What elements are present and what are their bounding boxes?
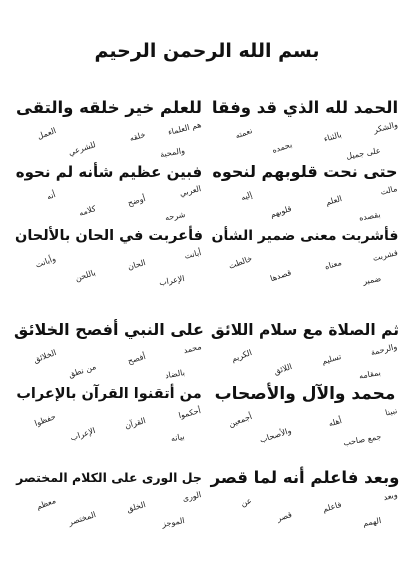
marginal-gloss: خلقه — [128, 130, 147, 144]
basmala-heading: بسم الله الرحمن الرحيم — [94, 40, 320, 62]
marginal-gloss: ضمير — [362, 274, 382, 287]
verse-text: الحمد لله الذي قد وفقا — [211, 98, 399, 117]
marginal-gloss: العلم — [324, 194, 343, 208]
verse-text: من أتقنوا القرآن بالإعراب — [16, 386, 202, 402]
marginal-gloss: القرآن — [123, 416, 147, 431]
marginal-gloss: الموجز — [161, 516, 186, 529]
verse-line — [14, 160, 400, 224]
marginal-gloss: المختصر — [67, 510, 97, 528]
verse-text: وبعد فاعلم أنه لما قصر — [210, 468, 400, 487]
verse-line — [14, 382, 400, 446]
marginal-gloss: هم العلماء — [166, 120, 203, 137]
stanza — [14, 466, 400, 530]
marginal-gloss: أبانت — [183, 248, 203, 261]
verse-text: للعلم خير خلقه والتقى — [16, 98, 202, 117]
marginal-gloss: والشكر — [372, 120, 399, 135]
marginal-gloss: معظم — [35, 496, 58, 512]
marginal-gloss: بقصده — [358, 210, 382, 223]
marginal-gloss: نعمته — [233, 126, 254, 141]
marginal-gloss: على جميل — [345, 146, 382, 161]
verse-text: جل الورى على الكلام المختصر — [16, 470, 202, 485]
stanza — [14, 96, 400, 288]
marginal-gloss: قلوبهم — [269, 204, 293, 220]
hemistich-right — [210, 160, 400, 224]
hemistich-left — [14, 382, 204, 446]
hemistich-right — [210, 318, 400, 382]
hemistich-right — [210, 466, 400, 530]
hemistich-left — [14, 96, 204, 160]
marginal-gloss: بيانه — [170, 432, 186, 444]
verse-line — [14, 318, 400, 382]
marginal-gloss: محمد — [182, 342, 203, 356]
marginal-gloss: أوضح — [126, 194, 147, 208]
marginal-gloss: العمل — [35, 126, 58, 142]
marginal-gloss: من نطق — [66, 362, 97, 380]
marginal-gloss: والأصحاب — [259, 426, 293, 445]
verse-text: حتى نحت قلوبهم لنحوه — [212, 162, 398, 181]
marginal-gloss: وبعد — [382, 490, 399, 503]
marginal-gloss: العربي — [178, 184, 203, 199]
marginal-gloss: أفصح — [126, 352, 147, 366]
stanza — [14, 318, 400, 446]
marginal-gloss: قصر — [275, 510, 293, 524]
marginal-gloss: والرحمة — [369, 342, 399, 358]
marginal-gloss: فشربت — [371, 248, 399, 263]
marginal-gloss: الهمم — [361, 516, 382, 529]
hemistich-left — [14, 318, 204, 382]
marginal-gloss: شرحه — [163, 210, 186, 223]
verse-line — [14, 466, 400, 530]
marginal-gloss: أجمعين — [227, 412, 254, 429]
hemistich-left — [14, 224, 204, 288]
verse-text: فأشربت معنى ضمير الشأن — [211, 228, 399, 244]
verse-line — [14, 224, 400, 288]
verse-text: على النبي أفصح الخلائق — [14, 320, 204, 339]
marginal-gloss: بالضاد — [164, 368, 186, 381]
marginal-gloss: جمع صاحب — [342, 432, 382, 448]
marginal-gloss: مالت — [379, 184, 399, 197]
marginal-gloss: وأبانت — [34, 254, 58, 270]
marginal-gloss: الخلائق — [31, 348, 58, 365]
hemistich-right — [210, 224, 400, 288]
hemistich-left — [14, 466, 204, 530]
marginal-gloss: أهله — [327, 416, 343, 429]
verse-text: فأعربت في الحان بالألحان — [14, 228, 204, 244]
marginal-gloss: كلامه — [77, 204, 97, 218]
hemistich-right — [210, 96, 400, 160]
marginal-gloss: فاعلم — [321, 500, 343, 514]
marginal-gloss: بحمده — [270, 140, 293, 155]
hemistich-left — [14, 160, 204, 224]
verse-line — [14, 96, 400, 160]
marginal-gloss: اللائق — [272, 362, 293, 377]
marginal-gloss: أحكموا — [178, 406, 203, 421]
marginal-gloss: باللحن — [74, 268, 97, 284]
marginal-gloss: للشرعي — [67, 140, 97, 158]
marginal-gloss: قصدها — [269, 268, 293, 284]
verse-text: محمد والآل والأصحاب — [214, 384, 396, 404]
marginal-gloss: الإعراب — [158, 274, 186, 288]
marginal-gloss: تسليم — [321, 352, 343, 367]
verse-text: فبين عظيم شأنه لم نحوه — [15, 163, 203, 181]
marginal-gloss: بالثناء — [322, 130, 343, 144]
marginal-gloss: والمحبة — [159, 146, 186, 160]
marginal-gloss: بمقامه — [358, 368, 382, 381]
marginal-gloss: خالطت — [227, 254, 254, 271]
marginal-gloss: حفظوا — [33, 412, 58, 428]
marginal-gloss: الخلق — [125, 500, 147, 514]
marginal-gloss: الإعراب — [69, 426, 97, 443]
verse-text: ثم الصلاة مع سلام اللائق — [210, 321, 400, 339]
marginal-gloss: الكريم — [230, 348, 254, 364]
marginal-gloss: الحان — [126, 258, 147, 272]
marginal-gloss: الورى — [181, 490, 203, 504]
hemistich-right — [210, 382, 400, 446]
marginal-gloss: نبينا — [384, 406, 399, 418]
marginal-gloss: إليه — [239, 190, 254, 203]
marginal-gloss: أنه — [45, 190, 58, 202]
marginal-gloss: عن — [239, 496, 254, 509]
marginal-gloss: معناه — [323, 258, 343, 272]
